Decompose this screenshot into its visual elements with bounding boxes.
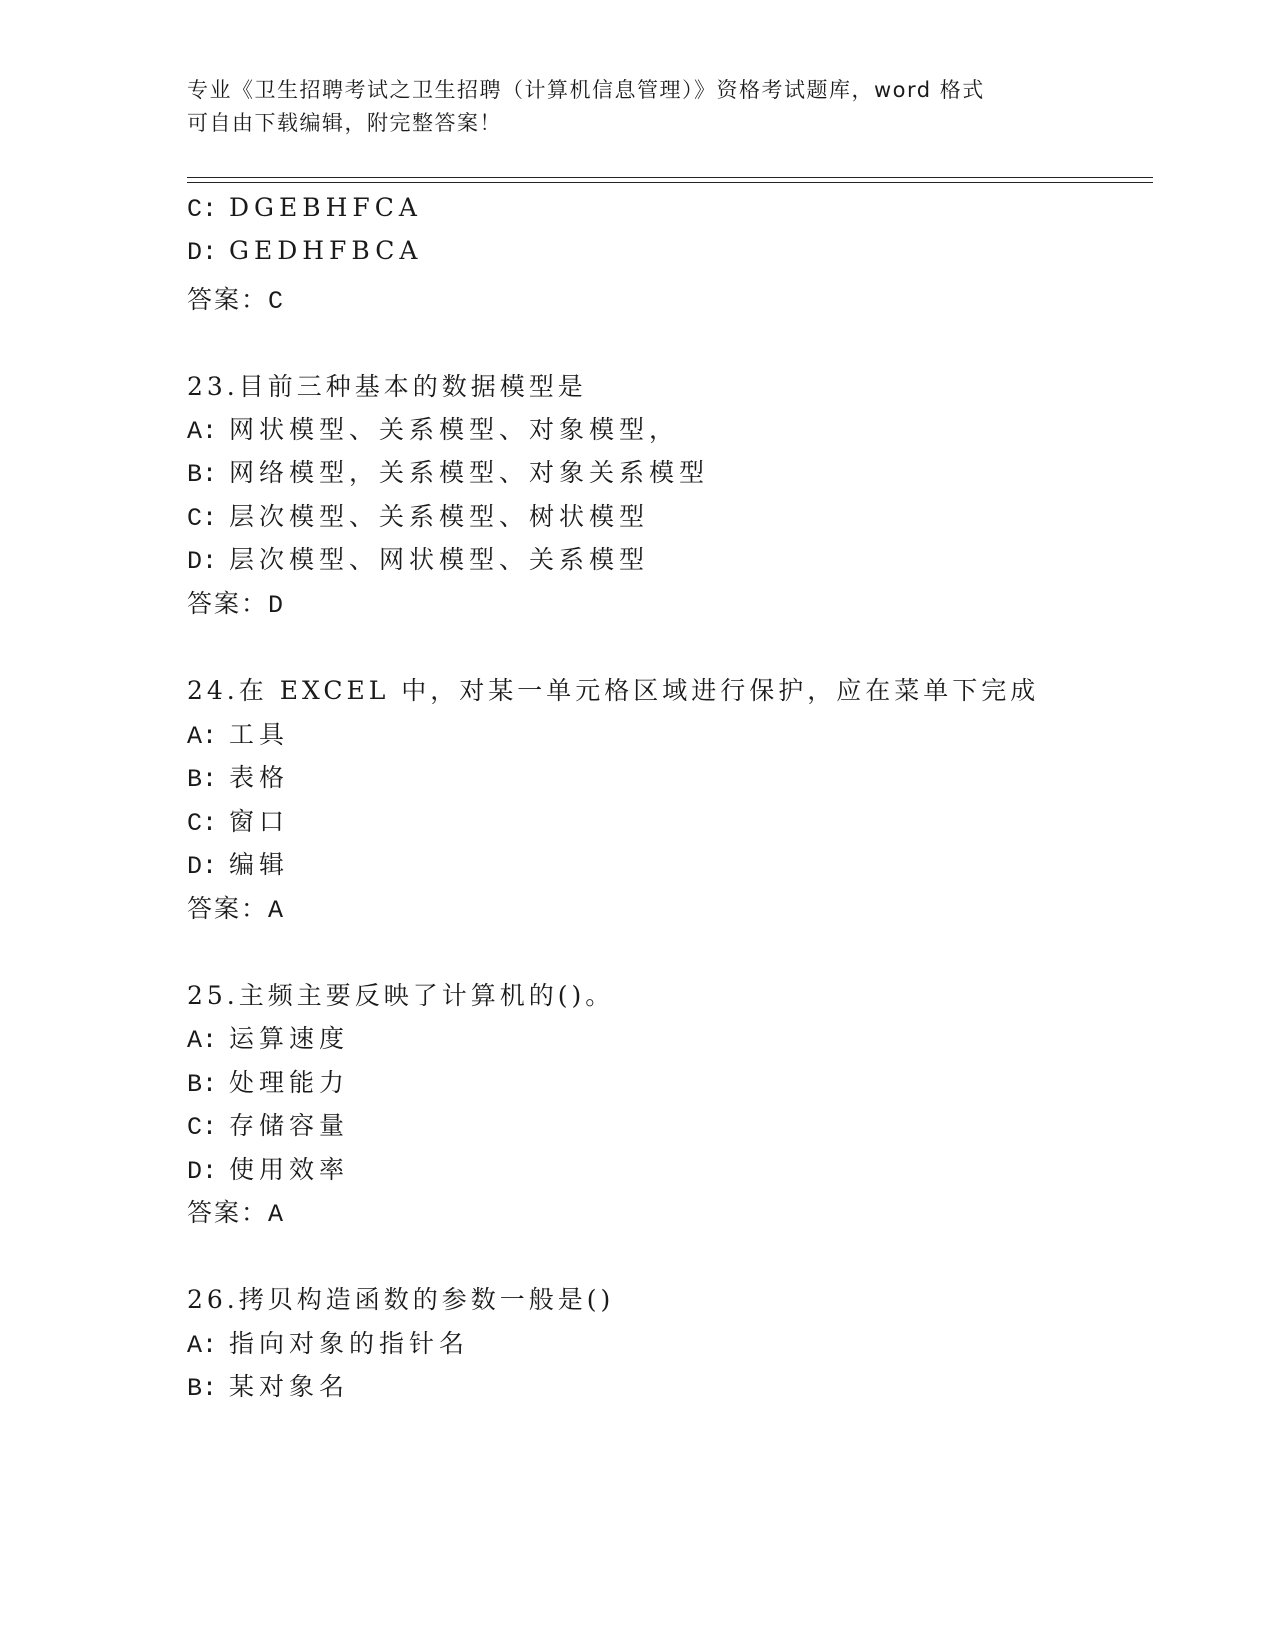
option-line — [187, 845, 289, 881]
option-text: 使用效率 — [228, 1155, 349, 1184]
option-line — [187, 715, 289, 751]
option-text: 工具 — [228, 720, 289, 749]
option-text: 层次模型、网状模型、关系模型 — [228, 545, 649, 574]
answer-label: 答案： — [187, 1198, 269, 1227]
question-title: 23.目前三种基本的数据模型是 — [187, 372, 587, 401]
option-label: A: — [187, 722, 218, 751]
option-text: 指向对象的指针名 — [228, 1329, 469, 1358]
option-label: B: — [187, 1374, 218, 1403]
option-line — [187, 1019, 349, 1055]
option-label: B: — [187, 460, 218, 489]
option-label: C: — [187, 809, 218, 838]
option-line — [187, 540, 649, 576]
option-line — [187, 1324, 469, 1360]
option-label: A: — [187, 417, 218, 446]
option-label: D: — [187, 238, 218, 267]
option-text: 编辑 — [228, 850, 289, 879]
option-line — [187, 1150, 349, 1186]
option-line — [187, 1367, 349, 1403]
option-text: 层次模型、关系模型、树状模型 — [228, 502, 649, 531]
question-title: 26.拷贝构造函数的参数一般是() — [187, 1285, 615, 1314]
option-label: C: — [187, 504, 218, 533]
answer-value: A — [268, 896, 284, 925]
option-line — [187, 453, 709, 489]
option-line — [187, 758, 289, 794]
document-header — [187, 74, 1087, 140]
option-label: B: — [187, 1070, 218, 1099]
header-line-2: 可自由下载编辑，附完整答案！ — [187, 111, 502, 135]
header-divider-top — [187, 177, 1153, 178]
option-text: GEDHFBCA — [228, 236, 423, 265]
question-title: 25.主频主要反映了计算机的()。 — [187, 981, 615, 1010]
option-text: 表格 — [228, 763, 289, 792]
answer-value: C — [268, 287, 284, 316]
option-text: 运算速度 — [228, 1024, 349, 1053]
option-label: B: — [187, 765, 218, 794]
question-title: 24.在 EXCEL 中，对某一单元格区域进行保护，应在菜单下完成 — [187, 676, 1040, 705]
option-line — [187, 410, 679, 446]
answer-line — [187, 1193, 283, 1229]
option-text: 某对象名 — [228, 1372, 349, 1401]
option-line — [187, 497, 649, 533]
option-line — [187, 1106, 349, 1142]
answer-value: D — [268, 591, 284, 620]
option-text: 网状模型、关系模型、对象模型， — [228, 415, 679, 444]
option-label: C: — [187, 195, 218, 224]
option-label: A: — [187, 1026, 218, 1055]
answer-line — [187, 280, 283, 316]
option-line — [187, 1063, 349, 1099]
answer-label: 答案： — [187, 894, 269, 923]
answer-label: 答案： — [187, 589, 269, 618]
option-text: 存储容量 — [228, 1111, 349, 1140]
option-line — [187, 802, 289, 838]
answer-label: 答案： — [187, 285, 269, 314]
option-label: D: — [187, 1157, 218, 1186]
header-line-1: 专业《卫生招聘考试之卫生招聘（计算机信息管理）》资格考试题库，word 格式 — [187, 78, 985, 102]
option-text: 网络模型，关系模型、对象关系模型 — [228, 458, 709, 487]
answer-line — [187, 889, 283, 925]
option-text: DGEBHFCA — [228, 193, 422, 222]
option-text: 处理能力 — [228, 1068, 349, 1097]
option-line — [187, 193, 422, 224]
option-label: A: — [187, 1331, 218, 1360]
option-label: C: — [187, 1113, 218, 1142]
option-label: D: — [187, 547, 218, 576]
answer-value: A — [268, 1200, 284, 1229]
answer-line — [187, 584, 283, 620]
option-text: 窗口 — [228, 807, 289, 836]
option-line — [187, 236, 422, 267]
option-label: D: — [187, 852, 218, 881]
header-divider-bottom — [187, 182, 1153, 183]
